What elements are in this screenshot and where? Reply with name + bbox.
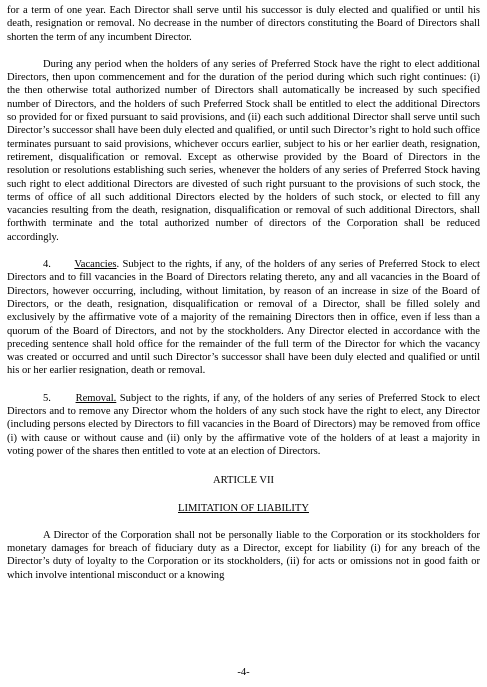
paragraph-term-continuation: for a term of one year. Each Director shall serve until his successor is duly elected and qualified or until his death, resignation or removal. No decrease in the number of directors constituting the Board of Directors shall shorten the term of any incumbent Director. xyxy=(7,5,480,43)
section-4-text: . Subject to the rights, if any, of the holders of any series of Preferred Stock to elect Directors and to fill vacancies in the Board of Directors relating thereto, any and all vacancies in the Board of Directors, however occurring, including, without limitation, by reason of an increase in size of the Board of Directors, or the death, resignation, disqualification or removal of a Director, shall be filled solely and exclusively by the affirmative vote of a majority of the remaining Directors then in office, even if less than a quorum of the Board of Directors, and not by the stockholders. Any Director elected in accordance with the preceding sentence shall hold office for the remainder of the full term of the Director for which the vacancy was created or occurred and until such Director’s successor shall have been duly elected and qualified or until his or her earlier resignation, death or removal. xyxy=(7,259,480,377)
section-5-text: Subject to the rights, if any, of the holders of any series of Preferred Stock to elect Directors and to remove any Director whom the holders of any such stock have the right to elect, any Director (including persons elected by Directors to fill vacancies in the Board of Directors) may be removed from office (i) with cause or without cause and (ii) only by the affirmative vote of the holders of at least a majority in voting power of the shares then entitled to vote at an election of Directors. xyxy=(7,392,480,457)
article-title: ARTICLE VII xyxy=(213,475,274,487)
paragraph-limitation-of-liability: A Director of the Corporation shall not be personally liable to the Corporation or its stockholders for monetary damages for breach of fiduciary duty as a Director, except for liability (i) for any breach of the Director’s duty of loyalty to the Corporation or its stockholders, (ii) for acts or omissions not in good faith or which involve intentional misconduct or a knowing xyxy=(7,529,480,581)
section-5-number: 5. xyxy=(43,392,51,404)
section-5-heading: Removal. xyxy=(75,392,117,404)
section-4-number: 4. xyxy=(43,259,51,271)
article-subtitle: LIMITATION OF LIABILITY xyxy=(178,502,309,514)
section-5-removal xyxy=(7,392,480,458)
section-4-heading: Vacancies xyxy=(74,259,117,271)
article-subtitle-wrapper xyxy=(7,502,480,515)
section-4-vacancies xyxy=(7,258,480,378)
paragraph-preferred-stock-directors: During any period when the holders of any series of Preferred Stock have the right to elect additional Directors, then upon commencement and for the duration of the period during which such right continues: (i) the then otherwise total authorized number of Directors shall automatically be increased by such specified number of Directors, and the holders of such Preferred Stock shall be entitled to elect the additional Directors so provided for or fixed pursuant to said provisions, and (ii) each such additional Director shall serve until such Director’s successor shall have been duly elected and qualified, or until such Director’s right to hold such office terminates pursuant to said provisions, whichever occurs earlier, subject to his or her earlier death, resignation, retirement, disqualification or removal. Except as otherwise provided by the Board of Directors in the resolution or resolutions establishing such series, whenever the holders of any series of Preferred Stock having such right to elect additional Directors are divested of such right pursuant to the provisions of such stock, the terms of office of all such additional Directors elected by the holders of such stock, or elected to fill any vacancies resulting from the death, resignation, disqualification or removal of such additional Directors, shall forthwith terminate and the total authorized number of directors of the Corporation shall be reduced accordingly. xyxy=(7,58,480,243)
page-number: -4- xyxy=(237,667,250,678)
